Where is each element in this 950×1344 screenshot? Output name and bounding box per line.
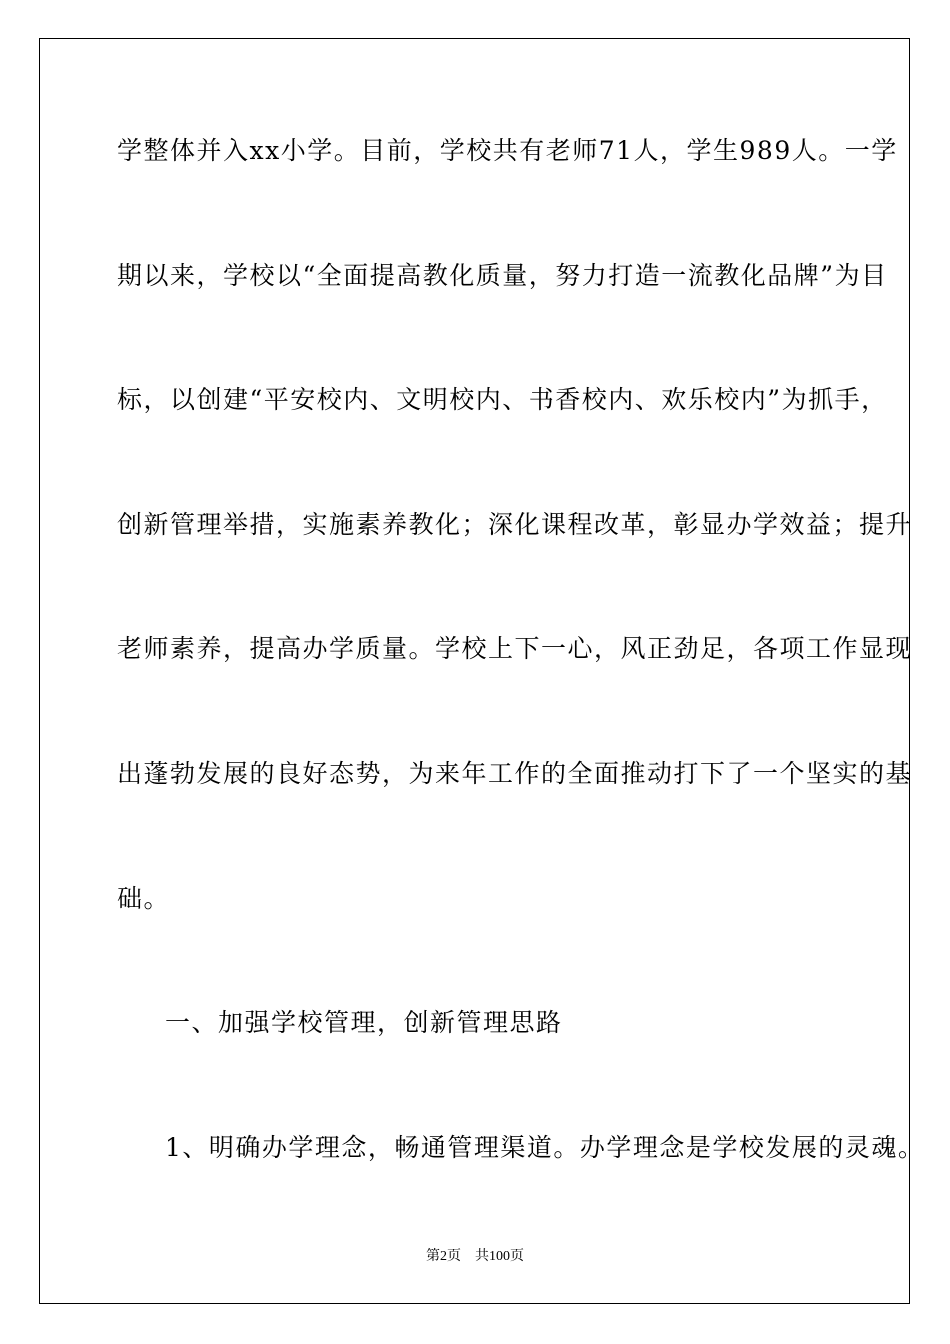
paragraph-line-3: 标，以创建“平安校内、文明校内、书香校内、欢乐校内”为抓手， — [117, 385, 888, 414]
paragraph-line-5: 老师素养，提高办学质量。学校上下一心，风正劲足，各项工作显现 — [117, 634, 913, 663]
page-border — [39, 38, 913, 1304]
item-first-line: 1、明确办学理念，畅通管理渠道。办学理念是学校发展的灵魂。 — [165, 1133, 925, 1162]
paragraph-line-6: 出蓬勃发展的良好态势，为来年工作的全面推动打下了一个坚实的基 — [117, 759, 913, 788]
page-total: 共100页 — [475, 1249, 524, 1264]
paragraph-line-4: 创新管理举措，实施素养教化；深化课程改革，彰显办学效益；提升 — [117, 510, 913, 539]
paragraph-line-2: 期以来，学校以“全面提高教化质量，努力打造一流教化品牌”为目 — [117, 261, 888, 290]
section-heading: 一、加强学校管理，创新管理思路 — [165, 1008, 563, 1037]
page-footer — [0, 1248, 950, 1266]
paragraph-line-7: 础。 — [117, 884, 171, 913]
paragraph-line-1: 学整体并入xx小学。目前，学校共有老师71人，学生989人。一学 — [117, 136, 898, 165]
page-number: 第2页 — [426, 1249, 461, 1264]
